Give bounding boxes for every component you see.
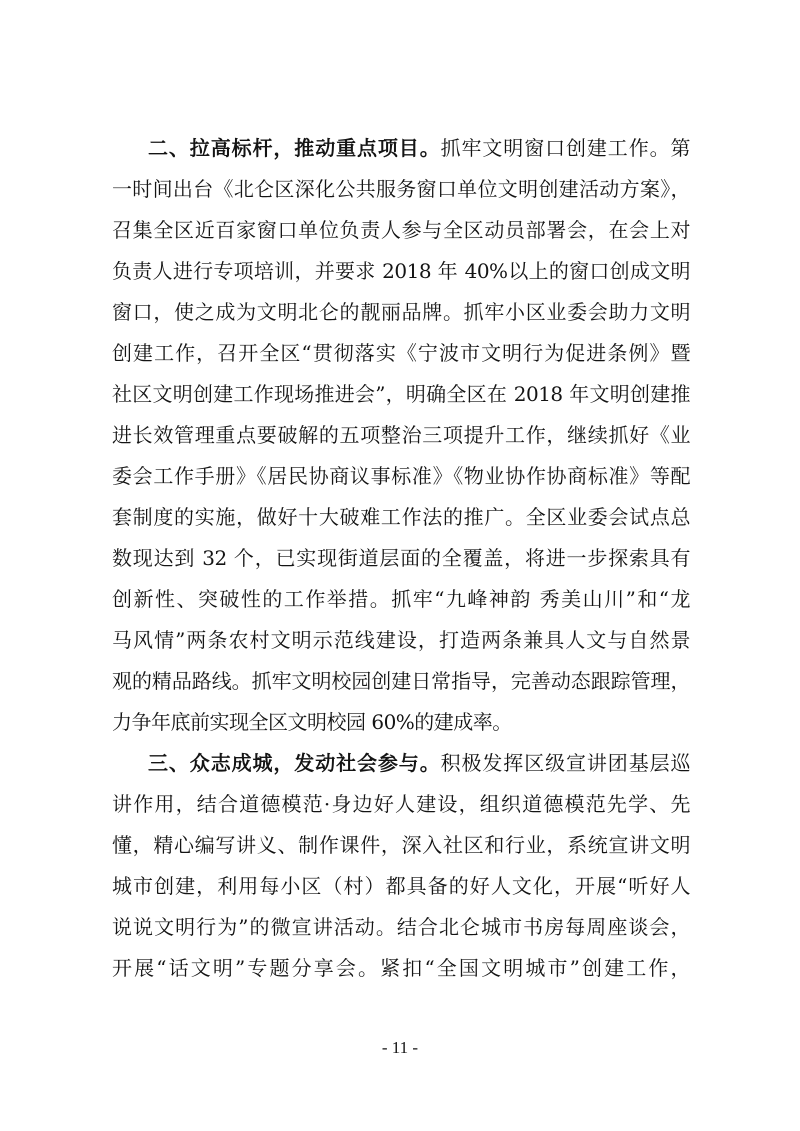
text-line: 开展“话文明”专题分享会。紧扣“全国文明城市”创建工作， [112, 956, 690, 980]
page-number: - 11 - [381, 1038, 419, 1057]
section-heading-2: 二、拉高标杆，推动重点项目。 [148, 136, 441, 160]
text-line: 进长效管理重点要破解的五项整治三项提升工作，继续抓好《业 [112, 423, 690, 447]
text-line: 套制度的实施，做好十大破难工作法的推广。全区业委会试点总 [112, 505, 690, 529]
text-line: 城市创建，利用每小区（村）都具备的好人文化，开展“听好人 [112, 874, 690, 898]
text-line: 社区文明创建工作现场推进会”，明确全区在 2018 年文明创建推 [112, 382, 690, 406]
text-line: 讲作用，结合道德模范·身边好人建设，组织道德模范先学、先 [112, 792, 690, 816]
text-line: 创新性、突破性的工作举措。抓牢“九峰神韵 秀美山川”和“龙 [112, 587, 690, 611]
body-text [112, 128, 690, 989]
text-line: 创建工作，召开全区“贯彻落实《宁波市文明行为促进条例》暨 [112, 341, 690, 365]
text-line: 窗口，使之成为文明北仑的靓丽品牌。抓牢小区业委会助力文明 [112, 300, 690, 324]
paragraph-1-first-line [112, 128, 690, 169]
paragraph-1-first-line-text: 抓牢文明窗口创建工作。第 [440, 136, 690, 160]
text-line: 马风情”两条农村文明示范线建设，打造两条兼具人文与自然景 [112, 628, 690, 652]
section-heading-3: 三、众志成城，发动社会参与。 [148, 751, 441, 775]
text-line: 懂，精心编写讲义、制作课件，深入社区和行业，系统宣讲文明 [112, 833, 690, 857]
text-line: 观的精品路线。抓牢文明校园创建日常指导，完善动态跟踪管理， [112, 669, 690, 693]
paragraph-2-first-line [112, 743, 690, 784]
text-line: 召集全区近百家窗口单位负责人参与全区动员部署会，在会上对 [112, 218, 690, 242]
paragraph-1-last-line: 力争年底前实现全区文明校园 60%的建成率。 [112, 710, 512, 734]
text-line: 数现达到 32 个，已实现街道层面的全覆盖，将进一步探索具有 [112, 546, 690, 570]
paragraph-2-first-line-text: 积极发挥区级宣讲团基层巡 [440, 751, 690, 775]
text-line: 委会工作手册》《居民协商议事标准》《物业协作协商标准》等配 [112, 464, 690, 488]
text-line: 说说文明行为”的微宣讲活动。结合北仑城市书房每周座谈会， [112, 915, 690, 939]
text-line: 一时间出台《北仑区深化公共服务窗口单位文明创建活动方案》， [112, 177, 690, 201]
text-line: 负责人进行专项培训，并要求 2018 年 40%以上的窗口创成文明 [112, 259, 690, 283]
